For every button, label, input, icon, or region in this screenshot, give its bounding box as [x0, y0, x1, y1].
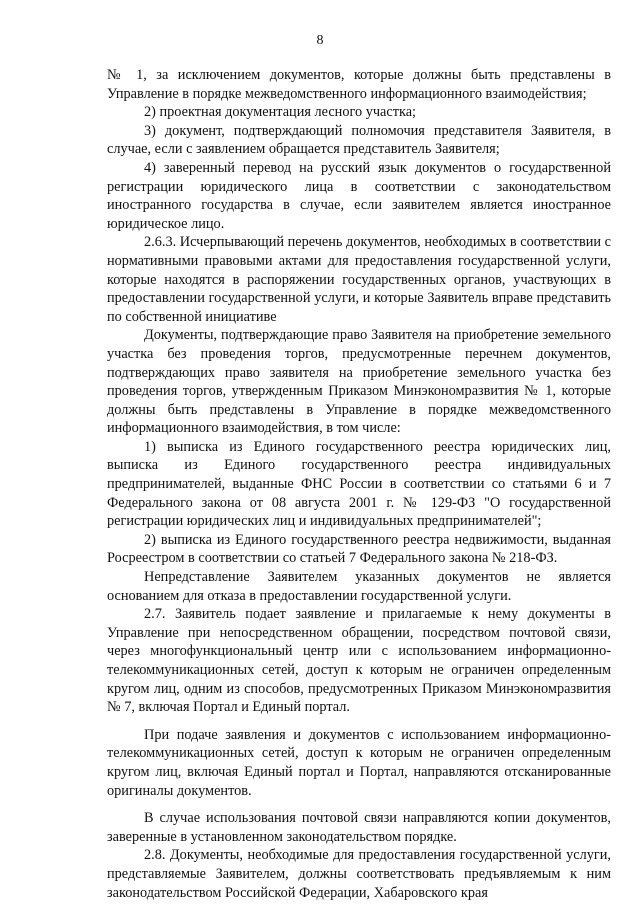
section-2-6-3: 2.6.3. Исчерпывающий перечень документов, необходимых в соответствии с нормативными правовыми актами для предоставления государственной услуги, которые находятся в распоряжении государственных органов, участвующих в предоставлении государственной услуги, и которые Заявитель вправе представить по собственной инициативе: [107, 234, 611, 325]
paragraph-documents-right: Документы, подтверждающие право Заявителя на приобретение земельного участка без проведения торгов, предусмотренные перечнем документов, подтверждающих право заявителя на приобретение земельного участка без проведения торгов, утвержденным Приказом Минэкономразвития № 1, которые должны быть представлены в Управление в порядке межведомственного информационного взаимодействия, в том числе:: [107, 327, 611, 437]
list-item-egrul-extract: 1) выписка из Единого государственного реестра юридических лиц, выписка из Единого государственного реестра индивидуальных предпринимателей, выданные ФНС России в соответствии со статьями 6 и 7 Федерального закона от 08 августа 2001 г. № 129-ФЗ "О государственной регистрации юридических лиц и индивидуальных предпринимателей";: [107, 438, 611, 530]
paragraph-continuation: № 1, за исключением документов, которые должны быть представлены в Управление в порядке межведомственного информационного взаимодействия;: [107, 67, 611, 102]
page-number: 8: [316, 33, 324, 48]
paragraph-non-submission: Непредставление Заявителем указанных документов не является основанием для отказа в предоставлении государственной услуги.: [107, 569, 611, 604]
section-2-7: 2.7. Заявитель подает заявление и прилагаемые к нему документы в Управление при непосредственном обращении, посредством почтовой связи, через многофункциональный центр или с использованием информационно-телекоммуникационных сетей, доступ к которым не ограничен определенным кругом лиц, одним из способов, предусмотренных Приказом Минэкономразвития № 7, включая Портал и Единый портал.: [107, 606, 611, 716]
list-item-project-documentation: 2) проектная документация лесного участка;: [144, 104, 417, 121]
list-item-representative-authority: 3) документ, подтверждающий полномочия представителя Заявителя, в случае, если с заявлением обращается представитель Заявителя;: [107, 122, 611, 158]
paragraph-postal-submission: В случае использования почтовой связи направляются копии документов, заверенные в установленном законодательством порядке.: [107, 810, 611, 845]
document-body: [107, 66, 611, 902]
list-item-egrn-extract: 2) выписка из Единого государственного реестра недвижимости, выданная Росреестром в соответствии со статьей 7 Федерального закона № 218-ФЗ.: [107, 531, 611, 567]
section-2-8: 2.8. Документы, необходимые для предоставления государственной услуги, представляемые Заявителем, должны соответствовать предъявляемым к ним законодательством Российской Федерации, Хабаровского края: [107, 847, 611, 901]
paragraph-electronic-submission: При подаче заявления и документов с использованием информационно-телекоммуникационных сетей, доступ к которым не ограничен определенным кругом лиц, включая Единый портал и Портал, направляются отсканированные оригиналы документов.: [107, 726, 611, 799]
list-item-translation: 4) заверенный перевод на русский язык документов о государственной регистрации юридического лица в соответствии с законодательством иностранного государства в случае, если заявителем является иностранное юридическое лицо.: [107, 159, 611, 232]
